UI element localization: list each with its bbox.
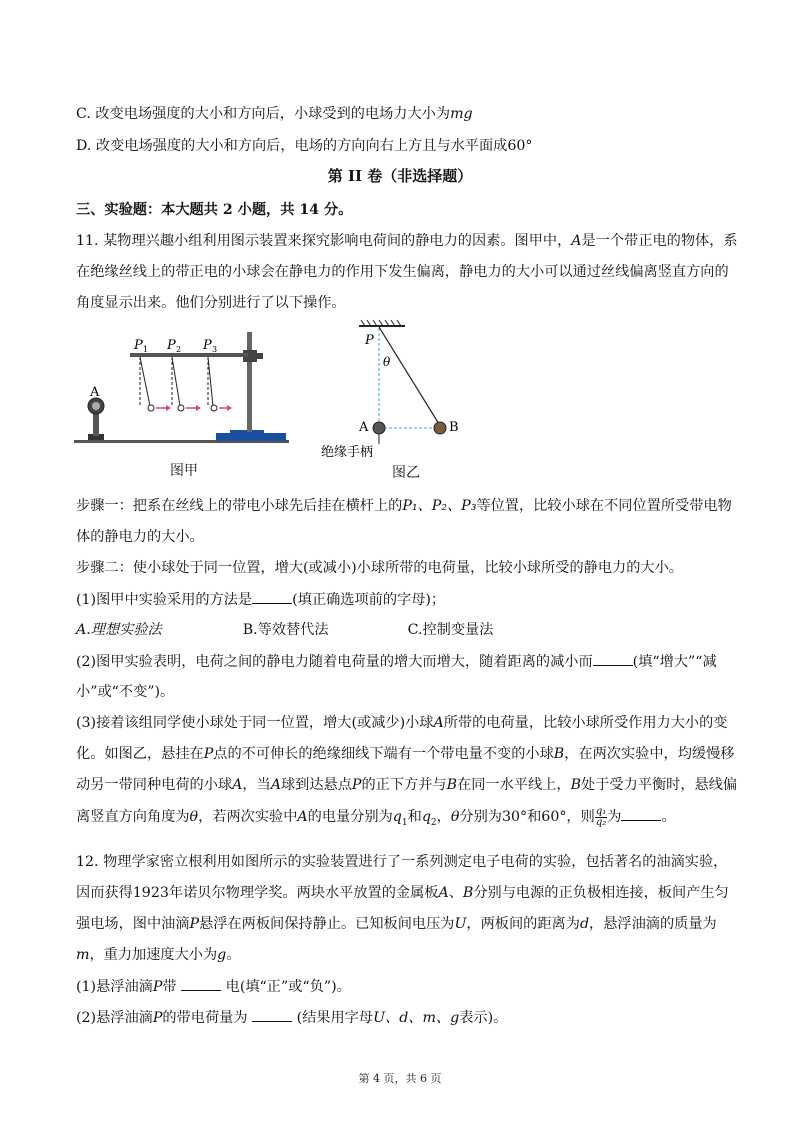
option-d: D. 改变电场强度的大小和方向后，电场的方向向右上方且与水平面成60°: [76, 138, 533, 154]
fig-yi-label-b: B: [449, 420, 459, 435]
figure-jia: [70, 322, 300, 452]
fig-yi-label-theta: θ: [383, 355, 391, 369]
answer-blank[interactable]: [252, 589, 292, 604]
option-c: C. 改变电场强度的大小和方向后，小球受到的电场力大小为mg: [76, 106, 473, 122]
page-footer: 第 4 页，共 6 页: [358, 1072, 442, 1085]
answer-blank[interactable]: [181, 976, 221, 991]
q12-line1: 12. 物理学家密立根利用如图所示的实验装置进行了一系列测定电子电荷的实验，包括著名的油滴实验，: [76, 854, 728, 870]
fig-jia-label-a: A: [90, 385, 100, 400]
q11-sub2: (2)图甲实验表明，电荷之间的静电力随着电荷量的增大而增大，随着距离的减小而 (填“增大”“减: [76, 651, 717, 672]
q11-sub2-cont: 小”或“不变”)。: [76, 684, 175, 700]
q11-sub1: (1)图甲中实验采用的方法是 (填正确选项前的字母)；: [76, 589, 445, 610]
fig-jia-label-p2-sub: 2: [176, 345, 182, 354]
fig-yi-caption: 图乙: [392, 465, 420, 481]
q11-line2: 在绝缘丝线上的带正电的小球会在静电力的作用下发生偏离，静电力的大小可以通过丝线偏离竖直方向的: [76, 264, 729, 280]
q11-line1: 11. 某物理兴趣小组利用图示装置来探究影响电荷间的静电力的因素。图甲中，A是一个带正电的物体，系: [76, 233, 738, 249]
fig-jia-label-p1-sub: 1: [143, 345, 149, 354]
fig-jia-label-p3-sub: 3: [212, 345, 218, 354]
section-heading: 三、实验题：本大题共 2 小题，共 14 分。: [76, 202, 353, 218]
q11-sub3-line3: 动另一带同种电荷的小球A，当A球到达悬点P的正下方并与B在同一水平线上，B处于受力平衡时，悬线偏: [76, 777, 738, 793]
q11-step1-cont: 体的静电力的大小。: [76, 529, 204, 545]
q12-line4: m，重力加速度大小为g。: [76, 947, 241, 963]
answer-blank[interactable]: [252, 1007, 292, 1022]
q11-sub3-line2: 化。如图乙，悬挂在P点的不可伸长的绝缘细线下端有一个带电量不变的小球B，在两次实验中，均缓慢移: [76, 746, 735, 762]
q11-step1: 步骤一：把系在丝线上的带电小球先后挂在横杆上的P₁、P₂、P₃等位置，比较小球在不同位置所受带电物: [76, 498, 732, 514]
answer-blank[interactable]: [621, 806, 661, 821]
answer-blank[interactable]: [593, 651, 633, 666]
q12-line2: 因而获得1923年诺贝尔物理学奖。两块水平放置的金属板A、B分别与电源的正负极相连接，板间产生匀: [76, 885, 729, 901]
fig-jia-label-p2: P: [167, 338, 176, 353]
fig-yi-label-a: A: [359, 420, 369, 435]
fig-yi-label-p: P: [365, 333, 374, 348]
q12-sub2: (2)悬浮油滴P的带电荷量为 (结果用字母U、d、m、g表示)。: [76, 1007, 507, 1028]
figure-yi: [315, 318, 475, 463]
q11-sub3-line1: (3)接着该组同学使小球处于同一位置，增大(或减少)小球A所带的电荷量，比较小球所受作用力大小的变: [76, 715, 728, 731]
fig-yi-label-handle: 绝缘手柄: [321, 445, 374, 460]
q11-choices: A.理想实验法 B.等效替代法 C.控制变量法: [76, 622, 494, 638]
q11-line3: 角度显示出来。他们分别进行了以下操作。: [76, 295, 346, 311]
fig-jia-caption: 图甲: [170, 463, 198, 479]
fig-jia-label-p1: P: [134, 338, 143, 353]
fraction-q1-q2: $\frac{\text{q₁}}{\text{q₂}}$: [595, 805, 607, 828]
q11-sub3-line4: 离竖直方向角度为θ，若两次实验中A的电量分别为$q_1$和$q_2$，θ分别为30°和60°，则 $\frac{\text{q₁}}{\text{q₂}}$ 为 。: [76, 805, 676, 828]
fig-jia-label-p3: P: [203, 338, 212, 353]
section-title: 第 II 卷（非选择题）: [327, 167, 473, 185]
q12-line3: 强电场，图中油滴P悬浮在两板间保持静止。已知板间电压为U，两板间的距离为d，悬浮油滴的质量为: [76, 916, 717, 932]
q12-sub1: (1)悬浮油滴P带 电(填“正”或“负”)。: [76, 976, 351, 997]
q11-step2: 步骤二：使小球处于同一位置，增大(或减小)小球所带的电荷量，比较小球所受的静电力的大小。: [76, 560, 683, 576]
